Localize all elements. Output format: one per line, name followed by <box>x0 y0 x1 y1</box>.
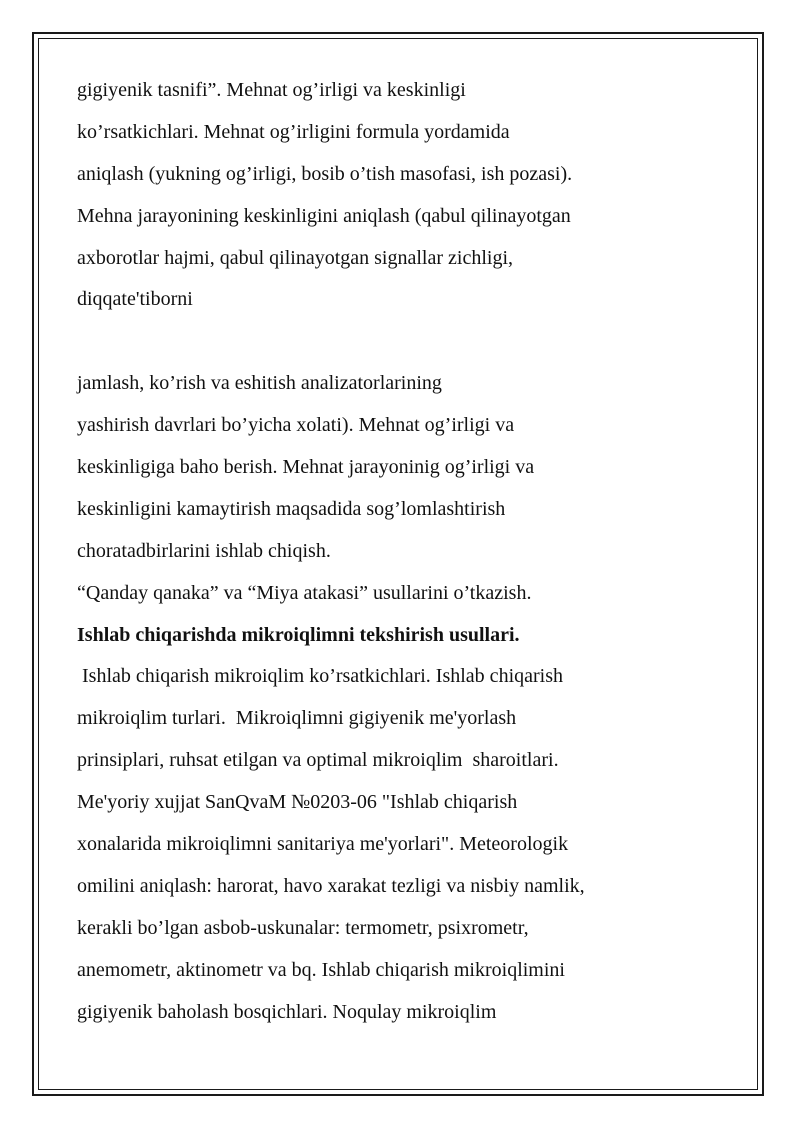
text-line: yashirish davrlari bo’yicha xolati). Mehnat og’irligi va <box>77 414 515 437</box>
text-line: aniqlash (yukning og’irligi, bosib o’tish masofasi, ish pozasi). <box>77 162 573 185</box>
text-line: axborotlar hajmi, qabul qilinayotgan signallar zichligi, <box>77 246 513 269</box>
text-line: “Qanday qanaka” va “Miya atakasi” usullarini o’tkazish. <box>77 581 532 604</box>
text-line: choratadbirlarini ishlab chiqish. <box>77 539 331 562</box>
text-line: anemometr, aktinometr va bq. Ishlab chiqarish mikroiqlimini <box>77 958 565 981</box>
text-line: jamlash, ko’rish va eshitish analizatorlarining <box>77 372 442 395</box>
text-line: keskinligini kamaytirish maqsadida sog’lomlashtirish <box>77 497 506 520</box>
blank-line <box>77 321 717 363</box>
section-heading: Ishlab chiqarishda mikroiqlimni tekshirish usullari. <box>77 623 520 646</box>
text-line: Ishlab chiqarish mikroiqlim ko’rsatkichlari. Ishlab chiqarish <box>77 665 563 688</box>
text-line: keskinligiga baho berish. Mehnat jarayoninig og’irligi va <box>77 456 535 479</box>
text-line: xonalarida mikroiqlimni sanitariya me'yorlari". Meteorologik <box>77 833 569 856</box>
text-line: ko’rsatkichlari. Mehnat og’irligini formula yordamida <box>77 120 510 143</box>
text-line: kerakli bo’lgan asbob-uskunalar: termometr, psixrometr, <box>77 916 529 939</box>
text-line: gigiyenik tasnifi”. Mehnat og’irligi va keskinligi <box>77 79 466 101</box>
document-body <box>77 70 717 1033</box>
text-line: mikroiqlim turlari. Mikroiqlimni gigiyenik me'yorlash <box>77 707 517 730</box>
text-line: diqqate'tiborni <box>77 288 193 311</box>
text-line: prinsiplari, ruhsat etilgan va optimal mikroiqlim sharoitlari. <box>77 749 559 772</box>
text-line: Mehna jarayonining keskinligini aniqlash (qabul qilinayotgan <box>77 204 571 227</box>
text-line: omilini aniqlash: harorat, havo xarakat tezligi va nisbiy namlik, <box>77 874 585 897</box>
text-line: gigiyenik baholash bosqichlari. Noqulay mikroiqlim <box>77 1000 497 1023</box>
text-line: Me'yoriy xujjat SanQvaM №0203-06 "Ishlab chiqarish <box>77 791 518 814</box>
